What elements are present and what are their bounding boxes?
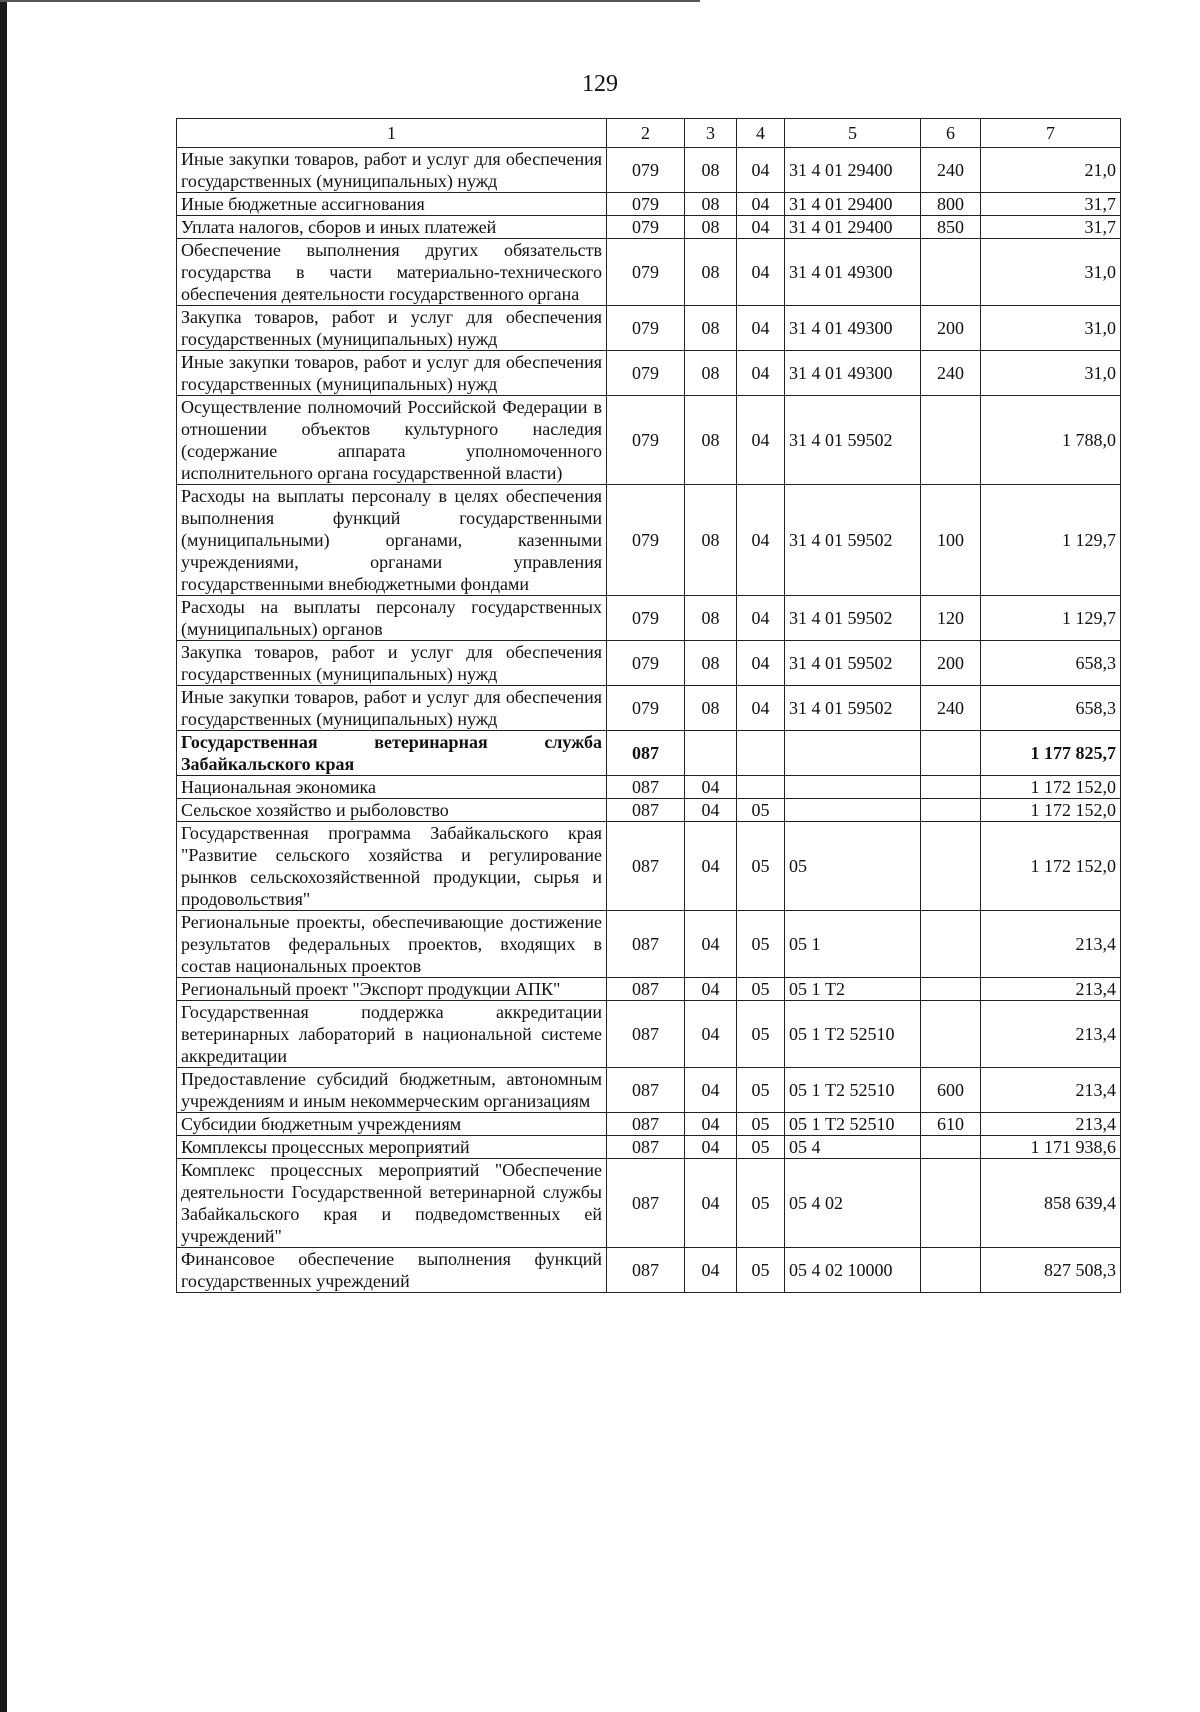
- cell-subsection: 05: [737, 1136, 785, 1159]
- header-col-7: 7: [981, 119, 1121, 148]
- cell-admin-code: 087: [607, 1001, 685, 1068]
- cell-subsection: 04: [737, 485, 785, 596]
- cell-name: Комплекс процессных мероприятий "Обеспечение деятельности Государственной ветеринарной службы Забайкальского края и подведомственных ей учреждений": [177, 1159, 607, 1248]
- cell-section: 08: [685, 596, 737, 641]
- cell-target-article: 05 1 Т2 52510: [785, 1001, 921, 1068]
- table-row: [177, 1001, 1121, 1068]
- cell-admin-code: 079: [607, 596, 685, 641]
- header-col-6: 6: [921, 119, 981, 148]
- table-body: [177, 148, 1121, 1293]
- table-row: [177, 978, 1121, 1001]
- header-col-3: 3: [685, 119, 737, 148]
- cell-subsection: 04: [737, 306, 785, 351]
- cell-admin-code: 087: [607, 776, 685, 799]
- cell-name: Национальная экономика: [177, 776, 607, 799]
- table-row: [177, 822, 1121, 911]
- cell-target-article: 31 4 01 59502: [785, 596, 921, 641]
- cell-name: Финансовое обеспечение выполнения функций государственных учреждений: [177, 1248, 607, 1293]
- cell-section: 04: [685, 1113, 737, 1136]
- cell-target-article: 31 4 01 49300: [785, 351, 921, 396]
- cell-name: Уплата налогов, сборов и иных платежей: [177, 216, 607, 239]
- header-col-1: 1: [177, 119, 607, 148]
- cell-name: Иные закупки товаров, работ и услуг для обеспечения государственных (муниципальных) нужд: [177, 148, 607, 193]
- cell-expense-type: 240: [921, 686, 981, 731]
- table-row: [177, 799, 1121, 822]
- cell-admin-code: 087: [607, 731, 685, 776]
- cell-amount: 213,4: [981, 1068, 1121, 1113]
- cell-admin-code: 079: [607, 306, 685, 351]
- cell-target-article: 31 4 01 29400: [785, 216, 921, 239]
- cell-expense-type: 850: [921, 216, 981, 239]
- cell-section: 04: [685, 822, 737, 911]
- cell-section: 08: [685, 396, 737, 485]
- cell-target-article: 31 4 01 59502: [785, 686, 921, 731]
- cell-admin-code: 079: [607, 641, 685, 686]
- cell-target-article: 31 4 01 59502: [785, 485, 921, 596]
- cell-section: 04: [685, 1068, 737, 1113]
- table-row: [177, 216, 1121, 239]
- cell-target-article: 05 4 02 10000: [785, 1248, 921, 1293]
- cell-subsection: 05: [737, 978, 785, 1001]
- cell-section: 08: [685, 686, 737, 731]
- cell-expense-type: [921, 1136, 981, 1159]
- cell-amount: 827 508,3: [981, 1248, 1121, 1293]
- cell-amount: 658,3: [981, 686, 1121, 731]
- cell-subsection: 04: [737, 596, 785, 641]
- cell-expense-type: 200: [921, 641, 981, 686]
- cell-name: Региональный проект "Экспорт продукции АПК": [177, 978, 607, 1001]
- cell-admin-code: 079: [607, 148, 685, 193]
- cell-subsection: 04: [737, 351, 785, 396]
- cell-expense-type: [921, 1159, 981, 1248]
- table-row: [177, 911, 1121, 978]
- cell-target-article: [785, 776, 921, 799]
- cell-target-article: 05 4 02: [785, 1159, 921, 1248]
- cell-name: Закупка товаров, работ и услуг для обеспечения государственных (муниципальных) нужд: [177, 306, 607, 351]
- cell-subsection: [737, 731, 785, 776]
- cell-expense-type: 800: [921, 193, 981, 216]
- cell-section: 08: [685, 193, 737, 216]
- table-row: [177, 485, 1121, 596]
- cell-expense-type: 120: [921, 596, 981, 641]
- cell-subsection: 05: [737, 822, 785, 911]
- cell-section: 08: [685, 641, 737, 686]
- cell-amount: 31,0: [981, 306, 1121, 351]
- cell-target-article: 05 1 Т2 52510: [785, 1113, 921, 1136]
- table-row: [177, 731, 1121, 776]
- cell-target-article: 31 4 01 29400: [785, 193, 921, 216]
- cell-name: Региональные проекты, обеспечивающие достижение результатов федеральных проектов, входящих в состав национальных проектов: [177, 911, 607, 978]
- scan-top-edge: [0, 0, 700, 2]
- cell-subsection: 05: [737, 911, 785, 978]
- cell-expense-type: [921, 731, 981, 776]
- cell-admin-code: 079: [607, 216, 685, 239]
- cell-expense-type: 200: [921, 306, 981, 351]
- cell-section: 08: [685, 148, 737, 193]
- table-row: [177, 306, 1121, 351]
- cell-target-article: 05 1 Т2: [785, 978, 921, 1001]
- table-row: [177, 596, 1121, 641]
- cell-section: 08: [685, 306, 737, 351]
- cell-section: 04: [685, 1248, 737, 1293]
- cell-amount: 1 129,7: [981, 485, 1121, 596]
- cell-target-article: 31 4 01 59502: [785, 396, 921, 485]
- cell-target-article: 31 4 01 49300: [785, 239, 921, 306]
- cell-amount: 1 172 152,0: [981, 799, 1121, 822]
- cell-amount: 858 639,4: [981, 1159, 1121, 1248]
- cell-name: Государственная программа Забайкальского края "Развитие сельского хозяйства и регулирование рынков сельскохозяйственной продукции, сырья и продовольствия": [177, 822, 607, 911]
- cell-expense-type: 240: [921, 148, 981, 193]
- budget-table: [176, 118, 1121, 1293]
- cell-admin-code: 087: [607, 822, 685, 911]
- cell-subsection: 05: [737, 1068, 785, 1113]
- cell-name: Комплексы процессных мероприятий: [177, 1136, 607, 1159]
- table-row: [177, 1068, 1121, 1113]
- cell-admin-code: 079: [607, 193, 685, 216]
- cell-name: Иные закупки товаров, работ и услуг для обеспечения государственных (муниципальных) нужд: [177, 686, 607, 731]
- cell-subsection: [737, 776, 785, 799]
- cell-section: 08: [685, 485, 737, 596]
- cell-subsection: 04: [737, 148, 785, 193]
- cell-subsection: 04: [737, 396, 785, 485]
- cell-amount: 31,0: [981, 351, 1121, 396]
- cell-expense-type: [921, 396, 981, 485]
- cell-expense-type: [921, 799, 981, 822]
- cell-target-article: 05 4: [785, 1136, 921, 1159]
- cell-subsection: 05: [737, 1113, 785, 1136]
- cell-expense-type: [921, 1001, 981, 1068]
- cell-amount: 658,3: [981, 641, 1121, 686]
- cell-expense-type: [921, 822, 981, 911]
- cell-section: 08: [685, 351, 737, 396]
- table-row: [177, 1159, 1121, 1248]
- cell-amount: 1 172 152,0: [981, 822, 1121, 911]
- table-row: [177, 641, 1121, 686]
- cell-admin-code: 079: [607, 239, 685, 306]
- cell-admin-code: 079: [607, 396, 685, 485]
- cell-target-article: 05 1: [785, 911, 921, 978]
- cell-section: 08: [685, 216, 737, 239]
- table-row: [177, 239, 1121, 306]
- table-header-row: [177, 119, 1121, 148]
- cell-amount: 213,4: [981, 1001, 1121, 1068]
- cell-admin-code: 079: [607, 686, 685, 731]
- cell-admin-code: 087: [607, 911, 685, 978]
- cell-admin-code: 087: [607, 799, 685, 822]
- cell-amount: 213,4: [981, 911, 1121, 978]
- table-row: [177, 686, 1121, 731]
- header-col-4: 4: [737, 119, 785, 148]
- cell-expense-type: [921, 911, 981, 978]
- cell-amount: 1 177 825,7: [981, 731, 1121, 776]
- cell-amount: 213,4: [981, 978, 1121, 1001]
- cell-target-article: [785, 799, 921, 822]
- cell-subsection: 05: [737, 799, 785, 822]
- table-row: [177, 1136, 1121, 1159]
- table-row: [177, 396, 1121, 485]
- cell-subsection: 05: [737, 1248, 785, 1293]
- cell-subsection: 04: [737, 641, 785, 686]
- cell-admin-code: 087: [607, 1113, 685, 1136]
- cell-amount: 31,0: [981, 239, 1121, 306]
- cell-section: 04: [685, 978, 737, 1001]
- table-row: [177, 1113, 1121, 1136]
- cell-amount: 31,7: [981, 193, 1121, 216]
- cell-name: Предоставление субсидий бюджетным, автономным учреждениям и иным некоммерческим организациям: [177, 1068, 607, 1113]
- cell-subsection: 05: [737, 1001, 785, 1068]
- cell-amount: 1 171 938,6: [981, 1136, 1121, 1159]
- cell-target-article: [785, 731, 921, 776]
- cell-section: 04: [685, 1159, 737, 1248]
- cell-expense-type: 600: [921, 1068, 981, 1113]
- cell-name: Государственная ветеринарная служба Забайкальского края: [177, 731, 607, 776]
- table-row: [177, 148, 1121, 193]
- cell-name: Сельское хозяйство и рыболовство: [177, 799, 607, 822]
- page-number: 129: [582, 71, 618, 97]
- cell-subsection: 04: [737, 193, 785, 216]
- cell-target-article: 05: [785, 822, 921, 911]
- cell-name: Расходы на выплаты персоналу в целях обеспечения выполнения функций государственными (муниципальными) органами, казенными учреждениями, органами управления государственными внебюджетными фондами: [177, 485, 607, 596]
- cell-target-article: 31 4 01 49300: [785, 306, 921, 351]
- cell-amount: 213,4: [981, 1113, 1121, 1136]
- cell-admin-code: 087: [607, 978, 685, 1001]
- cell-section: [685, 731, 737, 776]
- cell-target-article: 31 4 01 59502: [785, 641, 921, 686]
- cell-expense-type: [921, 239, 981, 306]
- cell-section: 08: [685, 239, 737, 306]
- header-col-5: 5: [785, 119, 921, 148]
- table-row: [177, 193, 1121, 216]
- cell-section: 04: [685, 776, 737, 799]
- cell-expense-type: [921, 1248, 981, 1293]
- cell-admin-code: 087: [607, 1136, 685, 1159]
- cell-amount: 1 172 152,0: [981, 776, 1121, 799]
- table-row: [177, 776, 1121, 799]
- cell-expense-type: 100: [921, 485, 981, 596]
- cell-name: Расходы на выплаты персоналу государственных (муниципальных) органов: [177, 596, 607, 641]
- cell-subsection: 04: [737, 216, 785, 239]
- cell-expense-type: [921, 776, 981, 799]
- cell-subsection: 04: [737, 239, 785, 306]
- table-row: [177, 351, 1121, 396]
- table-row: [177, 1248, 1121, 1293]
- cell-expense-type: 610: [921, 1113, 981, 1136]
- cell-admin-code: 087: [607, 1248, 685, 1293]
- cell-amount: 21,0: [981, 148, 1121, 193]
- cell-expense-type: 240: [921, 351, 981, 396]
- cell-subsection: 04: [737, 686, 785, 731]
- header-col-2: 2: [607, 119, 685, 148]
- cell-admin-code: 079: [607, 351, 685, 396]
- cell-name: Государственная поддержка аккредитации ветеринарных лабораторий в национальной системе аккредитации: [177, 1001, 607, 1068]
- cell-name: Иные закупки товаров, работ и услуг для обеспечения государственных (муниципальных) нужд: [177, 351, 607, 396]
- cell-expense-type: [921, 978, 981, 1001]
- cell-section: 04: [685, 911, 737, 978]
- cell-section: 04: [685, 1136, 737, 1159]
- cell-amount: 1 129,7: [981, 596, 1121, 641]
- cell-target-article: 05 1 Т2 52510: [785, 1068, 921, 1113]
- cell-subsection: 05: [737, 1159, 785, 1248]
- cell-admin-code: 087: [607, 1159, 685, 1248]
- cell-amount: 1 788,0: [981, 396, 1121, 485]
- cell-name: Иные бюджетные ассигнования: [177, 193, 607, 216]
- cell-target-article: 31 4 01 29400: [785, 148, 921, 193]
- cell-section: 04: [685, 799, 737, 822]
- cell-name: Осуществление полномочий Российской Федерации в отношении объектов культурного наследия (содержание аппарата уполномоченного исполнительного органа государственной власти): [177, 396, 607, 485]
- scan-left-edge: [0, 0, 7, 1712]
- cell-name: Субсидии бюджетным учреждениям: [177, 1113, 607, 1136]
- cell-amount: 31,7: [981, 216, 1121, 239]
- cell-admin-code: 087: [607, 1068, 685, 1113]
- cell-name: Обеспечение выполнения других обязательств государства в части материально-технического обеспечения деятельности государственного органа: [177, 239, 607, 306]
- cell-name: Закупка товаров, работ и услуг для обеспечения государственных (муниципальных) нужд: [177, 641, 607, 686]
- cell-admin-code: 079: [607, 485, 685, 596]
- cell-section: 04: [685, 1001, 737, 1068]
